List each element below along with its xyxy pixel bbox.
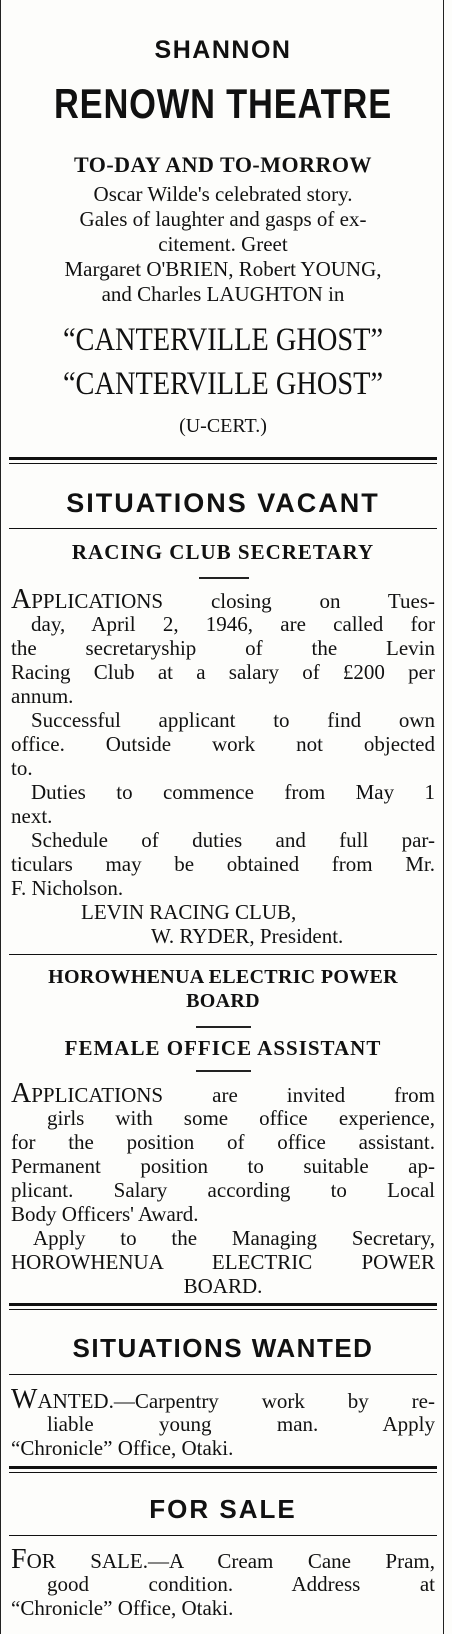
drop-cap: A	[11, 1078, 32, 1109]
ad-line: ticulars may be obtained from Mr.	[11, 852, 435, 876]
section-divider	[9, 1303, 437, 1306]
drop-cap: W	[11, 1384, 38, 1415]
description-line: and Charles LAUGHTON in	[101, 282, 345, 306]
ad-line: the secretaryship of the Levin	[11, 636, 435, 660]
section-divider-thin	[9, 463, 437, 464]
ad-org-heading	[1, 965, 445, 1013]
section-divider	[9, 457, 437, 460]
ad-line: Body Officers' Award.	[11, 1202, 199, 1226]
theatre-name: RENOWN THEATRE	[53, 80, 392, 127]
description-line: Oscar Wilde's celebrated story.	[93, 182, 353, 206]
section-divider-thin	[9, 1309, 437, 1310]
ad-line: “Chronicle” Office, Otaki.	[11, 1436, 234, 1460]
film-title-repeat: “CANTERVILLE GHOST”	[62, 366, 384, 402]
section-divider	[9, 1466, 437, 1469]
ad-line: girls with some office experience,	[47, 1106, 435, 1130]
section-divider-thin	[9, 1472, 437, 1473]
ad-separator	[9, 954, 437, 955]
ad-line: Schedule of duties and full par-	[31, 828, 435, 852]
certificate: (U-CERT.)	[179, 415, 267, 437]
ad-line: Successful applicant to find own	[31, 708, 435, 732]
film-title: “CANTERVILLE GHOST”	[62, 322, 384, 358]
for-sale-heading: FOR SALE	[149, 1494, 297, 1524]
ad-line: for the position of office assistant.	[11, 1130, 435, 1154]
org-line: HOROWHENUA ELECTRIC POWER	[48, 966, 398, 988]
short-divider	[196, 1070, 251, 1072]
ad-line: next.	[11, 804, 53, 828]
drop-cap: A	[11, 584, 32, 615]
ad-line: FOR SALE.—A Cream Cane Pram,	[11, 1544, 435, 1575]
location-heading: SHANNON	[154, 36, 292, 64]
ad-line: APPLICATIONS are invited from	[11, 1078, 435, 1109]
short-divider	[196, 1026, 251, 1028]
ad-line: F. Nicholson.	[11, 876, 124, 900]
ad-line: plicant. Salary according to Local	[11, 1178, 435, 1202]
ad-line: liable young man. Apply	[47, 1412, 435, 1436]
ad-line: BOARD.	[183, 1274, 263, 1298]
heading-rule	[9, 528, 437, 529]
situations-wanted-heading: SITUATIONS WANTED	[72, 1333, 374, 1363]
film-description	[1, 182, 445, 307]
ad-line: good condition. Address at	[47, 1572, 435, 1596]
ad-line: “Chronicle” Office, Otaki.	[11, 1596, 234, 1620]
description-line: citement. Greet	[158, 232, 288, 256]
ad-line: day, April 2, 1946, are called for	[31, 612, 435, 636]
signature-org: LEVIN RACING CLUB,	[81, 900, 297, 924]
ad-title-office-assistant: FEMALE OFFICE ASSISTANT	[64, 1036, 382, 1060]
heading-rule	[9, 1535, 437, 1536]
ad-title-racing-club: RACING CLUB SECRETARY	[71, 540, 375, 564]
description-line: Margaret O'BRIEN, Robert YOUNG,	[64, 257, 382, 281]
ad-line: to.	[11, 756, 33, 780]
ad-line: Racing Club at a salary of £200 per	[11, 660, 435, 684]
showing-dates: TO-DAY AND TO-MORROW	[73, 152, 373, 177]
situations-vacant-heading: SITUATIONS VACANT	[66, 488, 380, 518]
drop-cap: F	[11, 1544, 27, 1575]
description-line: Gales of laughter and gasps of ex-	[79, 207, 367, 231]
ad-line: APPLICATIONS closing on Tues-	[11, 584, 435, 615]
ad-line: Permanent position to suitable ap-	[11, 1154, 435, 1178]
ad-line: HOROWHENUA ELECTRIC POWER	[11, 1250, 435, 1274]
ad-line: Apply to the Managing Secretary,	[33, 1226, 435, 1250]
ad-line: WANTED.—Carpentry work by re-	[11, 1384, 435, 1415]
org-line: BOARD	[186, 990, 260, 1012]
signature-name: W. RYDER, President.	[151, 924, 344, 948]
ad-line: office. Outside work not objected	[11, 732, 435, 756]
short-divider	[199, 577, 249, 579]
ad-line: Duties to commence from May 1	[31, 780, 435, 804]
heading-rule	[9, 1374, 437, 1375]
ad-line: annum.	[11, 684, 74, 708]
